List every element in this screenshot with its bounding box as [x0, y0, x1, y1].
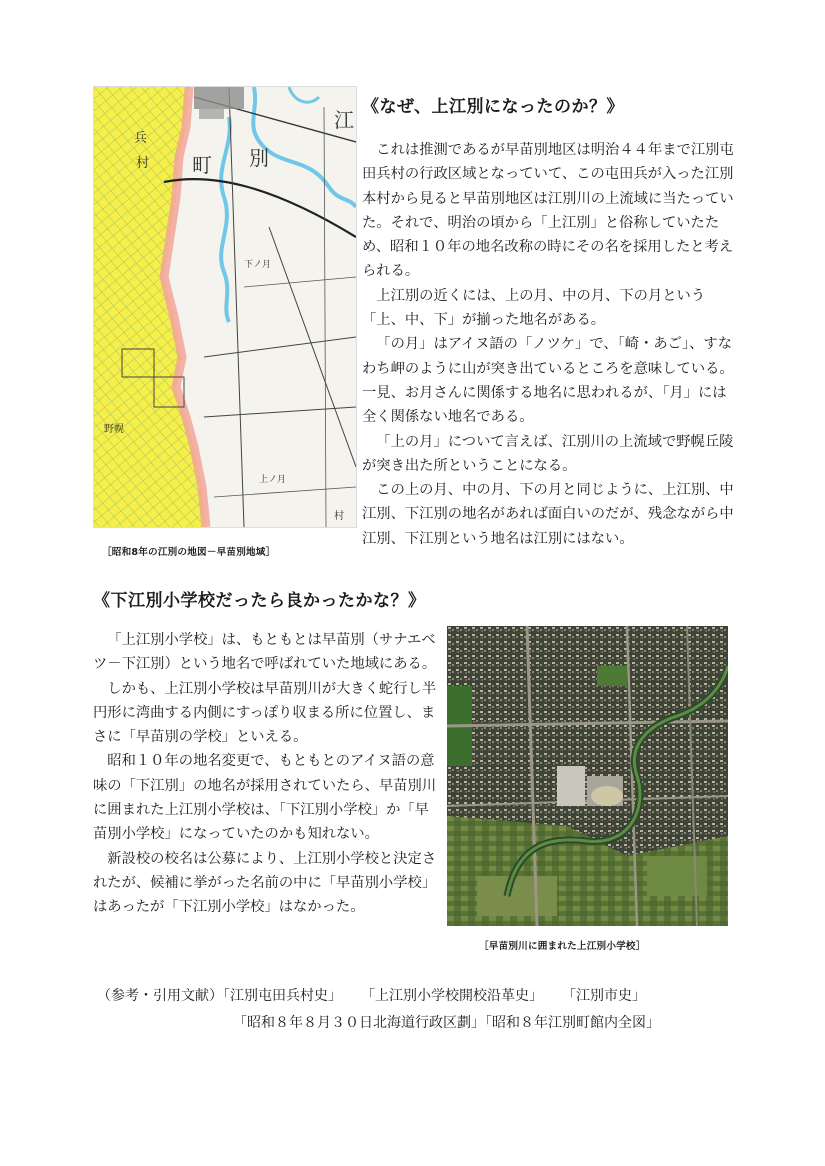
section1-paragraph-4: 「上の月」について言えば、江別川の上流域で野幌丘陵が突き出た所ということになる。	[362, 433, 734, 474]
section1-heading: 《なぜ、上江別になったのか？》	[362, 97, 624, 117]
section1-paragraph-3: 「の月」はアイヌ語の「ノツケ」で、「崎・あご」、すなわち岬のように山が突き出ているところを意味している。一見、お月さんに関係する地名に思われるが、「月」には全く関係ない地名である。	[362, 336, 734, 426]
map-label-nopporo: 野幌	[104, 424, 124, 435]
map-label-kami-no-tsuki: 上ノ月	[259, 475, 287, 485]
references-line-2: 「昭和８年８月３０日北海道行政区劃」「昭和８年江別町館内全図」	[233, 1015, 660, 1031]
section2-paragraph-4: 新設校の校名は公募により、上江別小学校と決定されたが、候補に挙がった名前の中に「早苗別小学校」はあったが「下江別小学校」はなかった。	[93, 850, 437, 916]
reference-item: 「江別市史」	[569, 988, 646, 1004]
photo-caption: ［早苗別川に囲まれた上江別小学校］	[479, 941, 646, 952]
references	[97, 983, 672, 1037]
reference-item: 「江別屯田兵村史」	[223, 988, 342, 1004]
section1-body	[362, 138, 736, 551]
map-label-mura: 村	[136, 156, 150, 171]
map-label-mura2: 村	[334, 511, 344, 522]
map-label-hei: 兵	[134, 131, 148, 146]
section2-heading: 《下江別小学校だったら良かったかな？》	[93, 591, 426, 611]
map-label-e: 江	[334, 108, 354, 132]
section2-body	[93, 628, 441, 920]
section2-paragraph-2: しかも、上江別小学校は早苗別川が大きく蛇行し半円形に湾曲する内側にすっぽり収まる所に位置し、まさに「早苗別の学校」といえる。	[93, 680, 437, 746]
map-label-shimo-no-tsuki: 下ノ月	[244, 260, 272, 270]
section2-paragraph-3: 昭和１０年の地名変更で、もともとのアイヌ語の意味の「下江別」の地名が採用されていたら、早苗別川に囲まれた上江別小学校は、「下江別小学校」か「早苗別小学校」になっていたのかも知れない。	[93, 753, 437, 843]
map-label-machi: 町	[192, 153, 212, 177]
map-label-betsu: 別	[249, 146, 269, 170]
references-line-1	[97, 983, 672, 1010]
reference-item: 「上江別小学校開校沿革史」	[368, 988, 543, 1004]
aerial-photo	[447, 626, 728, 926]
section1-paragraph-2: 上江別の近くには、上の月、中の月、下の月という「上、中、下」が揃った地名がある。	[362, 287, 706, 329]
references-label: （参考・引用文献）	[97, 988, 223, 1004]
map-caption: ［昭和8年の江別の地図－早苗別地域］	[102, 547, 276, 558]
section1-paragraph-5: この上の月、中の月、下の月と同じように、上江別、中江別、下江別の地名があれば面白いのだが、残念ながら中江別、下江別という地名は江別にはない。	[362, 482, 734, 547]
section2-paragraph-1: 「上江別小学校」は、もともとは早苗別（サナエベツ－下江別）という地名で呼ばれていた地域にある。	[93, 632, 437, 673]
section1-paragraph-1: これは推測であるが早苗別地区は明治４４年まで江別屯田兵村の行政区域となっていて、この屯田兵が入った江別本村から見ると早苗別地区は江別川の上流域に当たっていた。それで、明治の頃から「上江別」と俗称していたため、昭和１０年の地名改称の時にその名を採用したと考えられる。	[362, 142, 734, 280]
historic-map	[93, 86, 357, 528]
